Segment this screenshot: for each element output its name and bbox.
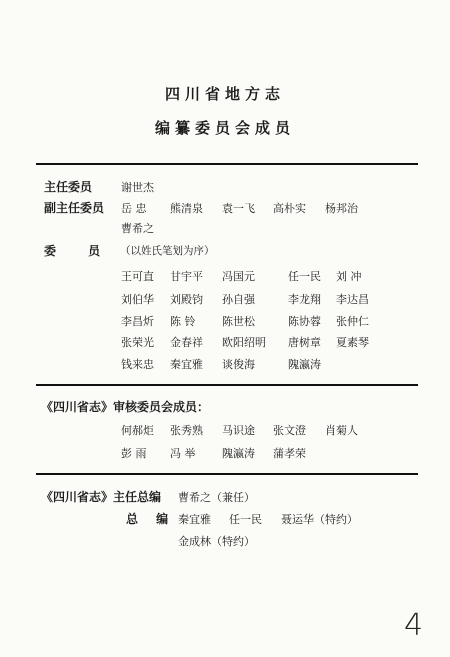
divider-top xyxy=(36,163,418,165)
name-cell: 高朴实 xyxy=(273,202,306,215)
name-cell: 曹希之 xyxy=(121,222,154,235)
members-label: 委 员 xyxy=(44,244,115,258)
members-note: （以姓氏笔划为序） xyxy=(120,245,215,257)
chief-editor-label: 《四川省志》主任总编 xyxy=(41,490,162,504)
chief-editor-name: 曹希之（兼任） xyxy=(178,491,255,504)
name-cell: 金成林（特约） xyxy=(178,535,255,548)
name-cell: 刘 冲 xyxy=(336,270,362,283)
name-cell: 冯国元 xyxy=(222,270,255,283)
name-cell: 秦宜雅 xyxy=(170,358,203,371)
name-cell: 隗瀛涛 xyxy=(288,358,321,371)
name-cell: 岳 忠 xyxy=(121,202,147,215)
name-cell: 唐树章 xyxy=(288,336,321,349)
name-cell: 夏素琴 xyxy=(336,336,369,349)
name-cell: 任一民 xyxy=(229,513,262,526)
editors-label: 总 编 xyxy=(126,512,176,526)
name-cell: 肖菊人 xyxy=(325,424,358,437)
name-cell: 甘宇平 xyxy=(170,270,203,283)
name-cell: 钱来忠 xyxy=(121,358,154,371)
name-cell: 任一民 xyxy=(288,270,321,283)
name-cell: 隗瀛涛 xyxy=(222,447,255,460)
name-cell: 马识途 xyxy=(222,424,255,437)
name-cell: 刘殿钧 xyxy=(170,293,203,306)
name-cell: 张秀熟 xyxy=(170,424,203,437)
name-cell: 杨邦治 xyxy=(325,202,358,215)
name-cell: 蒲孝荣 xyxy=(273,447,306,460)
divider-review xyxy=(36,384,418,386)
name-cell: 熊清泉 xyxy=(170,202,203,215)
name-cell: 聂运华（特约） xyxy=(281,513,358,526)
name-cell: 李昌炘 xyxy=(121,315,154,328)
page-number: 4 xyxy=(404,608,424,643)
name-cell: 冯 举 xyxy=(170,447,196,460)
director-label: 主任委员 xyxy=(44,180,93,194)
divider-editors xyxy=(36,473,418,475)
director-name: 谢世杰 xyxy=(121,181,154,194)
name-cell: 陈协蓉 xyxy=(288,315,321,328)
name-cell: 刘伯华 xyxy=(121,293,154,306)
name-cell: 谈俊海 xyxy=(222,358,255,371)
vice-director-label: 副主任委员 xyxy=(44,201,105,215)
page-subtitle: 编纂委员会成员 xyxy=(154,119,295,137)
name-cell: 欧阳绍明 xyxy=(222,336,266,349)
name-cell: 何郝炬 xyxy=(121,424,154,437)
review-committee-heading: 《四川省志》审核委员会成员： xyxy=(41,400,210,414)
name-cell: 孙自强 xyxy=(222,293,255,306)
name-cell: 张仲仁 xyxy=(336,315,369,328)
name-cell: 彭 雨 xyxy=(121,447,147,460)
name-cell: 张文澄 xyxy=(273,424,306,437)
name-cell: 袁一飞 xyxy=(222,202,255,215)
name-cell: 张荣光 xyxy=(121,336,154,349)
page-title: 四川省地方志 xyxy=(164,85,285,103)
name-cell: 李龙翔 xyxy=(288,293,321,306)
name-cell: 金春祥 xyxy=(170,336,203,349)
name-cell: 陈世松 xyxy=(222,315,255,328)
name-cell: 李达昌 xyxy=(336,293,369,306)
name-cell: 秦宜雅 xyxy=(178,513,211,526)
name-cell: 陈 铃 xyxy=(170,315,196,328)
name-cell: 王可直 xyxy=(121,270,154,283)
